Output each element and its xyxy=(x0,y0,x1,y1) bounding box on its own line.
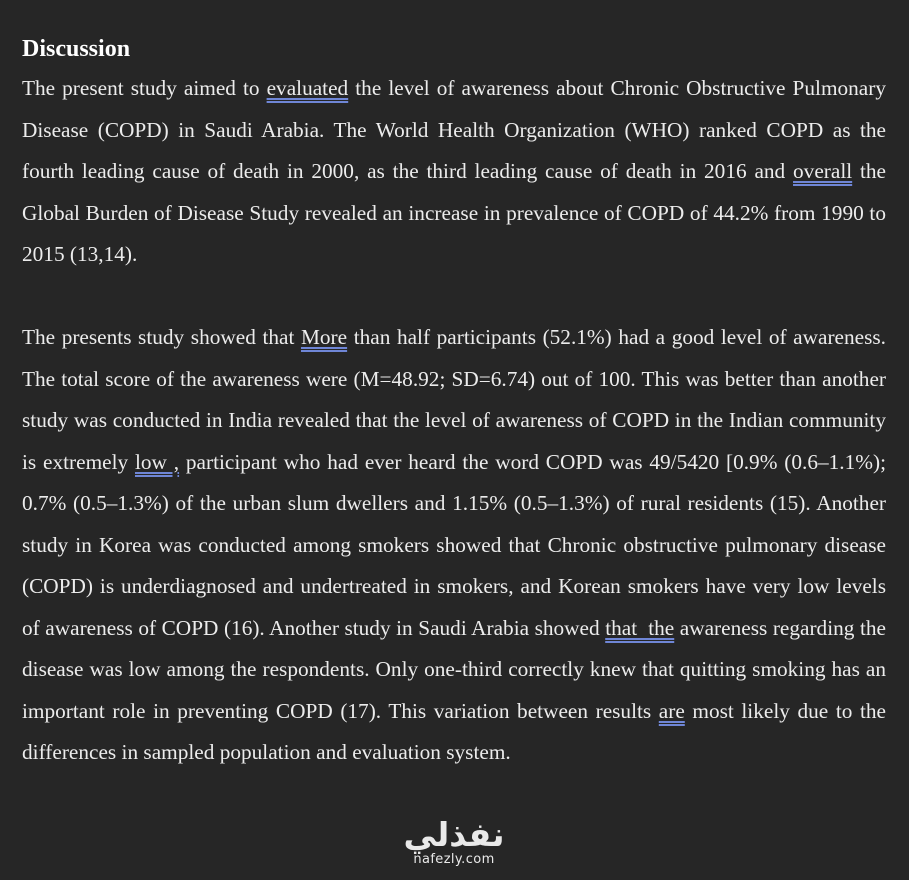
section-heading: Discussion xyxy=(22,36,131,62)
p2-flagged-word-4[interactable]: are xyxy=(658,698,685,723)
watermark-arabic-text: نفذلي xyxy=(403,815,505,854)
p2-text-3: participant who had ever heard the word COPD was 49/5420 [0.9% (0.6–1.1%); 0.7% (0.5–1.3%) of the urban slum dwellers and 1.15% (0.5–1.3%) of rural residents (15). Another study in Korea was conducted among smokers showed that Chronic obstructive pulmonary disease (COPD) is underdiagnosed and undertreated in smokers, and Korean smokers have very low levels of awareness of COPD (16). Another study in Saudi Arabia showed xyxy=(22,449,886,640)
p1-text-1: The present study aimed to xyxy=(22,76,267,100)
p2-text-2: than half participants (52.1%) had a good level of awareness. The total score of the awareness were (M=48.92; SD=6.74) out of 100. This was better than another study was conducted in India revealed that the level of awareness of COPD in the Indian community is extremely xyxy=(22,325,887,474)
p2-flagged-word-1[interactable]: More xyxy=(300,325,348,349)
p2-text-5: most likely due to the differences in sampled population and evaluation system. xyxy=(22,698,886,764)
p2-text-4: awareness regarding the disease was low among the respondents. Only one-third correctly knew that quitting smoking has an important role in preventing COPD (17). This variation between results xyxy=(22,615,886,723)
watermark-site-text: nafezly.com xyxy=(413,852,495,867)
paragraph-gap xyxy=(22,276,886,318)
p2-flagged-word-3[interactable]: that the xyxy=(605,615,675,640)
p1-text-3: the Global Burden of Disease Study revealed an increase in prevalence of COPD of 44.2% from 1990 to 2015 (13,14). xyxy=(22,159,887,266)
p2-text-1: The presents study showed that xyxy=(22,325,301,349)
paragraph-2 xyxy=(22,317,886,774)
p1-text-2: the level of awareness about Chronic Obstructive Pulmonary Disease (COPD) in Saudi Arabia. The World Health Organization (WHO) ranked COPD as the fourth leading cause of death in 2000, as the third leading cause of death in 2016 and xyxy=(22,76,887,183)
p2-flagged-word-2[interactable]: low , xyxy=(134,449,180,474)
paragraph-1 xyxy=(22,68,886,276)
document-page xyxy=(22,30,886,774)
p1-flagged-word-2[interactable]: overall xyxy=(793,159,853,183)
watermark-logo xyxy=(392,815,516,868)
p1-flagged-word-1[interactable]: evaluated xyxy=(266,76,349,100)
